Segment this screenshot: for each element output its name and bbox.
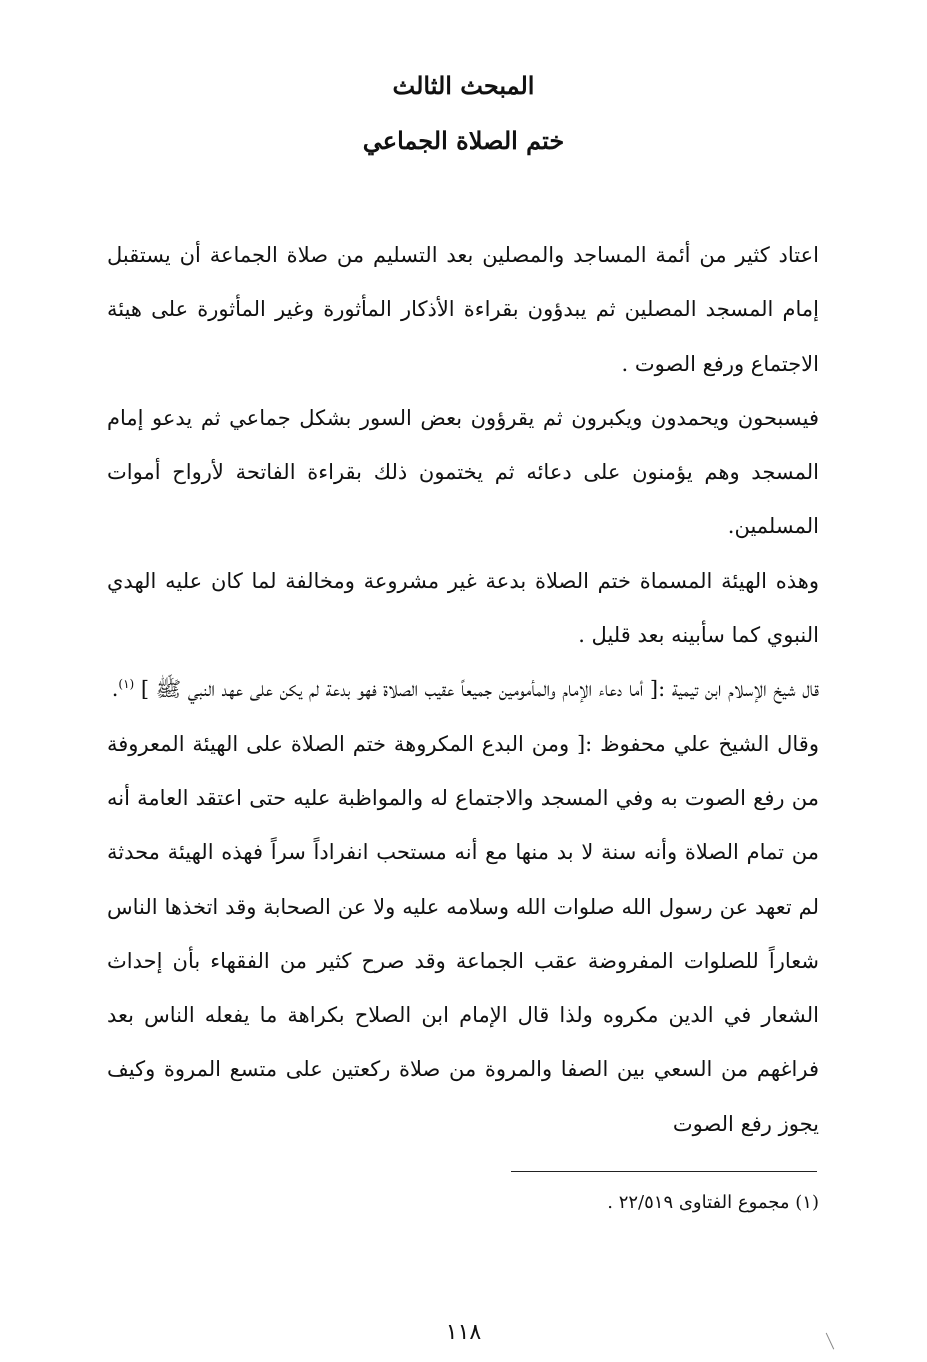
section-label: المبحث الثالث: [392, 71, 535, 100]
footnote-reference[interactable]: (١): [118, 677, 135, 692]
paragraph-2: فيسبحون ويحمدون ويكبرون ثم يقرؤون بعض السور بشكل جماعي ثم يدعو إمام المسجد وهم يؤمنون على دعائه ثم يختمون ذلك بقراءة الفاتحة لأرواح أموات المسلمين.: [107, 405, 819, 539]
section-title: ختم الصلاة الجماعي: [362, 126, 565, 155]
footnote-ref-tail: .: [111, 677, 119, 702]
page-number: ١١٨: [445, 1320, 482, 1345]
footnote: (١) مجموع الفتاوى ٢٢/٥١٩ .: [607, 1192, 819, 1213]
body-text: [107, 228, 819, 1151]
paragraph-5: وقال الشيخ علي محفوظ :[ ومن البدع المكروهة ختم الصلاة على الهيئة المعروفة من رفع الصوت به وفي المسجد والاجتماع له والمواظبة عليه حتى اعتقد العامة أنه من تمام الصلاة وأنه سنة لا بد منها مع أنه مستحب انفراداً سراً فهذه الهيئة محدثة لم تعهد عن رسول الله صلوات الله وسلامه عليه ولا عن الصحابة وقد اتخذها الناس شعاراً للصلوات المفروضة عقب الجماعة وقد صرح كثير من الفقهاء بأن إحداث الشعار في الدين مكروه ولذا قال الإمام ابن الصلاح بكراهة ما يفعله الناس بعد فراغهم من السعي بين الصفا والمروة من صلاة ركعتين على متسع المروة وكيف يجوز رفع الصوت: [107, 731, 819, 1136]
footnote-divider: [511, 1171, 817, 1172]
paragraph-3: وهذه الهيئة المسماة ختم الصلاة بدعة غير مشروعة ومخالفة لما كان عليه الهدي النبوي كما سأبينه بعد قليل .: [107, 568, 819, 648]
paragraph-1: اعتاد كثير من أئمة المساجد والمصلين بعد التسليم من صلاة الجماعة أن يستقبل إمام المسجد المصلين ثم يبدؤون بقراءة الأذكار المأثورة وغير المأثورة على هيئة الاجتماع ورفع الصوت .: [107, 243, 819, 376]
paragraph-4: [107, 662, 819, 716]
paragraph-4-text: قال شيخ الإسلام ابن تيمية :[ أما دعاء الإمام والمأمومين جميعاً عقيب الصلاة فهو بدعة لم يكن على عهد النبي ﷺ ]: [140, 677, 819, 702]
